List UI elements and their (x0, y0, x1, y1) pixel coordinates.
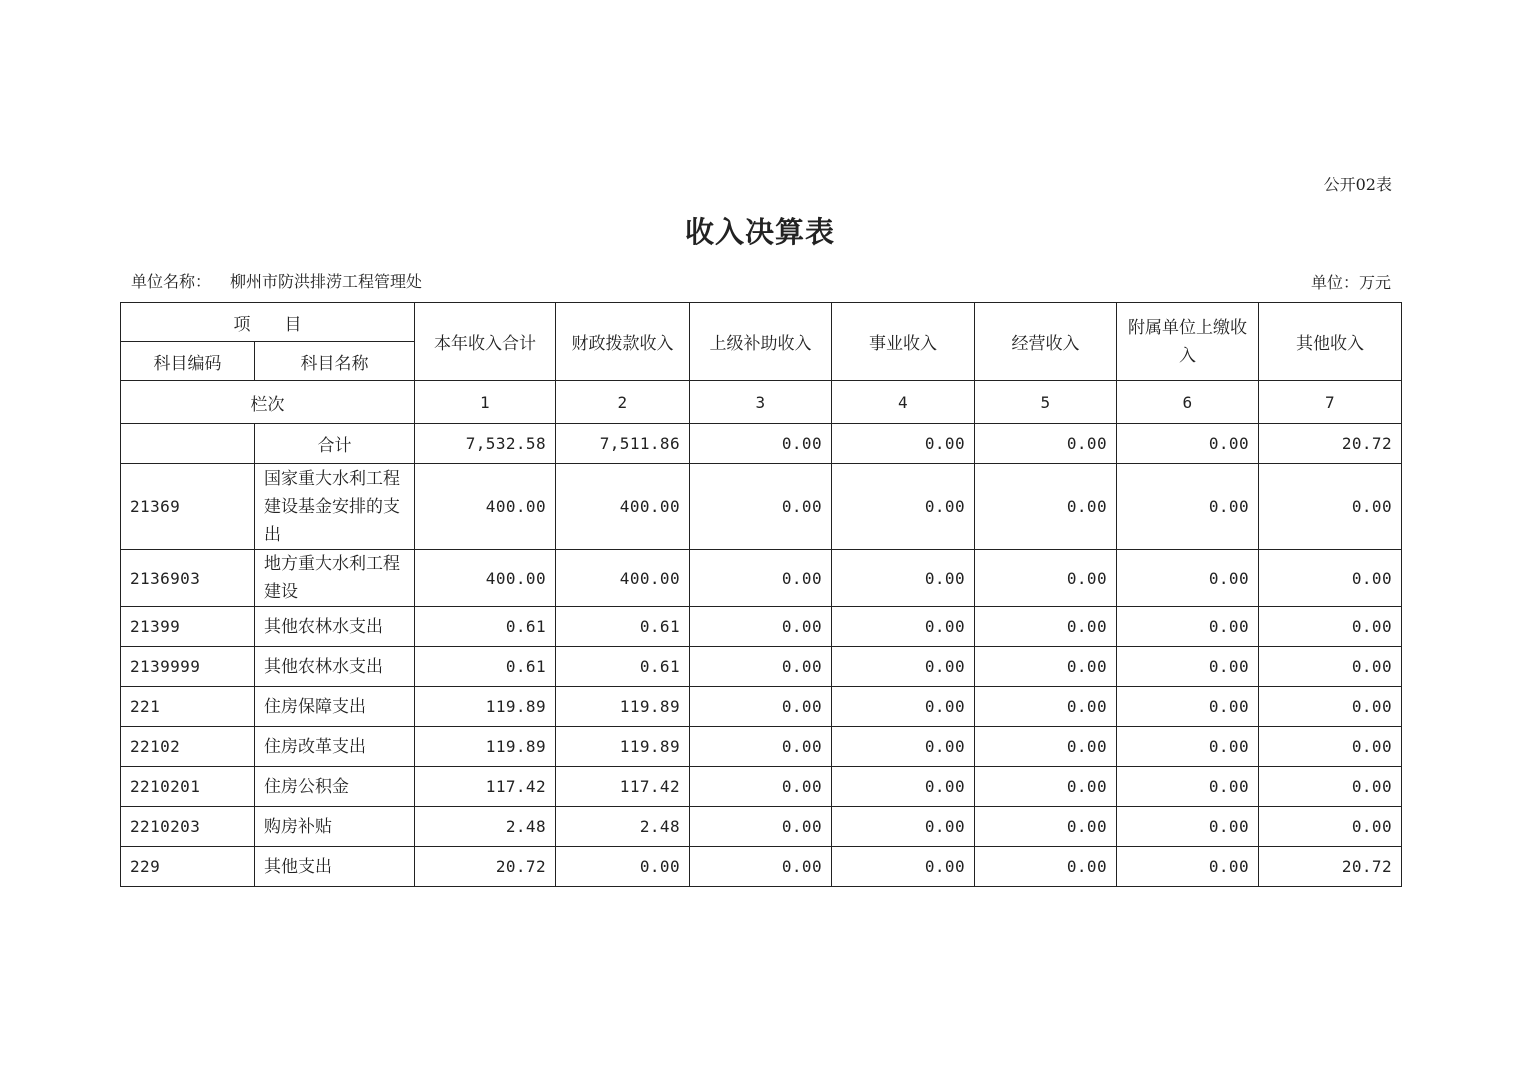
value-col-4: 0.00 (832, 464, 975, 550)
subject-code: 221 (121, 687, 255, 727)
value-col-1: 400.00 (415, 464, 556, 550)
subject-code: 2136903 (121, 550, 255, 607)
header-code: 科目编码 (121, 342, 255, 381)
currency-unit: 单位：万元 (1310, 273, 1391, 292)
value-col-3: 0.00 (690, 550, 832, 607)
value-col-3: 0.00 (690, 767, 832, 807)
value-col-5: 0.00 (975, 550, 1117, 607)
value-col-7: 0.00 (1259, 807, 1402, 847)
value-col-7: 0.00 (1259, 687, 1402, 727)
value-col-1: 119.89 (415, 727, 556, 767)
value-col-5: 0.00 (975, 647, 1117, 687)
value-col-1: 117.42 (415, 767, 556, 807)
value-col-5: 0.00 (975, 464, 1117, 550)
unit-name-value: 柳州市防洪排涝工程管理处 (230, 272, 423, 291)
row-index-5: 5 (975, 381, 1117, 424)
total-value-3: 0.00 (690, 424, 832, 464)
subject-code: 229 (121, 847, 255, 887)
value-col-5: 0.00 (975, 847, 1117, 887)
value-col-4: 0.00 (832, 727, 975, 767)
value-col-7: 0.00 (1259, 647, 1402, 687)
value-col-3: 0.00 (690, 464, 832, 550)
value-col-7: 0.00 (1259, 727, 1402, 767)
value-col-5: 0.00 (975, 807, 1117, 847)
total-value-5: 0.00 (975, 424, 1117, 464)
row-index-4: 4 (832, 381, 975, 424)
value-col-1: 20.72 (415, 847, 556, 887)
value-col-1: 0.61 (415, 647, 556, 687)
header-col-5: 经营收入 (975, 303, 1117, 381)
value-col-3: 0.00 (690, 727, 832, 767)
value-col-7: 0.00 (1259, 607, 1402, 647)
income-final-accounts-table (120, 302, 1402, 887)
value-col-6: 0.00 (1117, 807, 1259, 847)
value-col-1: 119.89 (415, 687, 556, 727)
value-col-2: 400.00 (556, 464, 690, 550)
value-col-6: 0.00 (1117, 607, 1259, 647)
value-col-7: 20.72 (1259, 847, 1402, 887)
value-col-5: 0.00 (975, 727, 1117, 767)
subject-code: 2139999 (121, 647, 255, 687)
subject-code: 21399 (121, 607, 255, 647)
value-col-4: 0.00 (832, 767, 975, 807)
table-row (121, 550, 1402, 607)
value-col-1: 400.00 (415, 550, 556, 607)
value-col-2: 119.89 (556, 727, 690, 767)
header-name: 科目名称 (255, 342, 415, 381)
row-index-7: 7 (1259, 381, 1402, 424)
total-label: 合计 (255, 424, 415, 464)
subject-name: 地方重大水利工程建设 (255, 550, 415, 607)
table-row (121, 807, 1402, 847)
value-col-6: 0.00 (1117, 647, 1259, 687)
page-title: 收入决算表 (684, 215, 835, 249)
unit-name-label: 单位名称： (131, 272, 212, 291)
table-row (121, 767, 1402, 807)
value-col-5: 0.00 (975, 607, 1117, 647)
value-col-6: 0.00 (1117, 550, 1259, 607)
value-col-1: 0.61 (415, 607, 556, 647)
subject-name: 其他支出 (255, 847, 415, 887)
header-col-2: 财政拨款收入 (556, 303, 690, 381)
subject-name: 国家重大水利工程建设基金安排的支出 (255, 464, 415, 550)
header-col-6: 附属单位上缴收入 (1117, 303, 1259, 381)
value-col-4: 0.00 (832, 607, 975, 647)
value-col-3: 0.00 (690, 807, 832, 847)
form-number: 公开02表 (1323, 175, 1392, 194)
value-col-6: 0.00 (1117, 847, 1259, 887)
value-col-3: 0.00 (690, 607, 832, 647)
total-value-1: 7,532.58 (415, 424, 556, 464)
total-value-4: 0.00 (832, 424, 975, 464)
total-value-6: 0.00 (1117, 424, 1259, 464)
value-col-2: 119.89 (556, 687, 690, 727)
table-row (121, 847, 1402, 887)
value-col-4: 0.00 (832, 647, 975, 687)
row-index-3: 3 (690, 381, 832, 424)
table-row (121, 464, 1402, 550)
value-col-6: 0.00 (1117, 767, 1259, 807)
value-col-2: 400.00 (556, 550, 690, 607)
value-col-4: 0.00 (832, 550, 975, 607)
total-code (121, 424, 255, 464)
subject-name: 购房补贴 (255, 807, 415, 847)
value-col-7: 0.00 (1259, 464, 1402, 550)
subject-code: 22102 (121, 727, 255, 767)
value-col-2: 0.61 (556, 647, 690, 687)
value-col-2: 2.48 (556, 807, 690, 847)
subject-name: 其他农林水支出 (255, 647, 415, 687)
header-col-7: 其他收入 (1259, 303, 1402, 381)
value-col-3: 0.00 (690, 687, 832, 727)
subject-name: 住房改革支出 (255, 727, 415, 767)
value-col-5: 0.00 (975, 767, 1117, 807)
subject-name: 其他农林水支出 (255, 607, 415, 647)
header-col-1: 本年收入合计 (415, 303, 556, 381)
subject-name: 住房公积金 (255, 767, 415, 807)
value-col-5: 0.00 (975, 687, 1117, 727)
subject-name: 住房保障支出 (255, 687, 415, 727)
header-col-3: 上级补助收入 (690, 303, 832, 381)
subject-code: 2210201 (121, 767, 255, 807)
table-row (121, 647, 1402, 687)
row-index-1: 1 (415, 381, 556, 424)
value-col-7: 0.00 (1259, 767, 1402, 807)
row-index-2: 2 (556, 381, 690, 424)
value-col-2: 0.61 (556, 607, 690, 647)
table-row (121, 607, 1402, 647)
total-row (121, 424, 1402, 464)
header-item: 项 目 (121, 303, 415, 342)
value-col-7: 0.00 (1259, 550, 1402, 607)
value-col-6: 0.00 (1117, 727, 1259, 767)
row-index-6: 6 (1117, 381, 1259, 424)
value-col-1: 2.48 (415, 807, 556, 847)
subject-code: 2210203 (121, 807, 255, 847)
table-row (121, 727, 1402, 767)
total-value-2: 7,511.86 (556, 424, 690, 464)
value-col-4: 0.00 (832, 847, 975, 887)
subject-code: 21369 (121, 464, 255, 550)
total-value-7: 20.72 (1259, 424, 1402, 464)
value-col-3: 0.00 (690, 847, 832, 887)
header-col-4: 事业收入 (832, 303, 975, 381)
table-row (121, 687, 1402, 727)
value-col-2: 0.00 (556, 847, 690, 887)
row-index-label: 栏次 (121, 381, 415, 424)
value-col-3: 0.00 (690, 647, 832, 687)
value-col-2: 117.42 (556, 767, 690, 807)
value-col-6: 0.00 (1117, 464, 1259, 550)
value-col-6: 0.00 (1117, 687, 1259, 727)
value-col-4: 0.00 (832, 687, 975, 727)
value-col-4: 0.00 (832, 807, 975, 847)
